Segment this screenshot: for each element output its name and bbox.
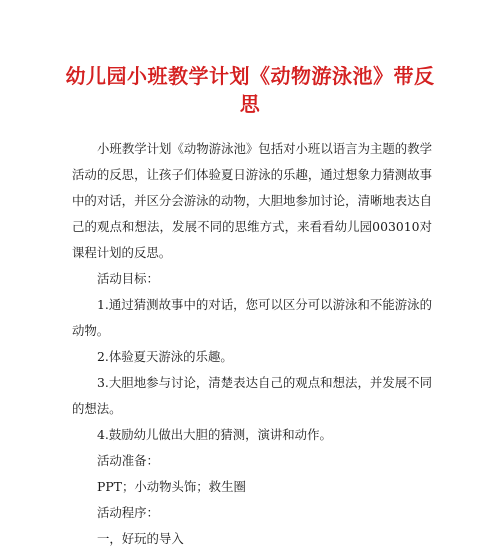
preparation-heading: 活动准备： (97, 453, 159, 468)
objective-item-3: 3.大胆地参与讨论，清楚表达自己的观点和想法，并发展不同的想法。 (72, 375, 432, 416)
procedure-step-1: 一，好玩的导入 (97, 531, 184, 546)
document-title: 幼儿园小班教学计划《动物游泳池》带反思 (65, 64, 435, 116)
procedure-heading: 活动程序： (97, 505, 159, 520)
document-body (72, 136, 432, 552)
objective-item-1: 1.通过猜测故事中的对话，您可以区分可以游泳和不能游泳的动物。 (72, 297, 432, 338)
intro-paragraph: 小班教学计划《动物游泳池》包括对小班以语言为主题的教学活动的反思，让孩子们体验夏日游泳的乐趣，通过想象力猜测故事中的对话，并区分会游泳的动物，大胆地参加讨论，清晰地表达自己的观点和想法，发展不同的思维方式，来看看幼儿园003010对课程计划的反思。 (72, 141, 432, 260)
objectives-heading: 活动目标： (97, 271, 159, 286)
objective-item-4: 4.鼓励幼儿做出大胆的猜测，演讲和动作。 (97, 427, 332, 442)
objective-item-2: 2.体验夏天游泳的乐趣。 (97, 349, 233, 364)
preparation-text: PPT；小动物头饰；救生圈 (97, 479, 246, 494)
